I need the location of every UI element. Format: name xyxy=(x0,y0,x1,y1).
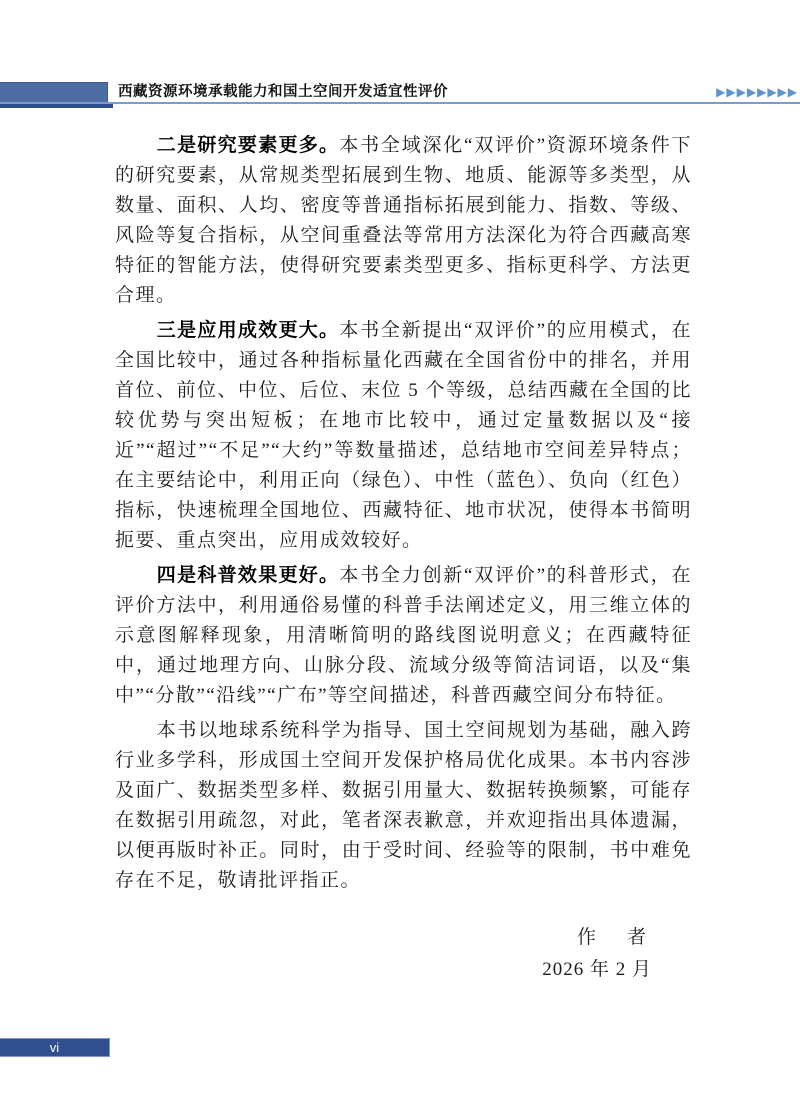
signature-author: 作 者 xyxy=(576,927,652,948)
header-accent-bar xyxy=(0,82,108,103)
page-number-box xyxy=(0,1038,110,1057)
paragraph-lead: 二是研究要素更多。 xyxy=(156,135,340,156)
paragraph-lead: 四是科普效果更好。 xyxy=(156,565,340,586)
paragraph-text: 本书以地球系统科学为指导、国土空间规划为基础，融入跨行业多学科，形成国土空间开发保护格局优化成果。本书内容涉及面广、数据类型多样、数据引用量大、数据转换频繁，可能存在数据引用疏忽，对此，笔者深表歉意，并欢迎指出具体遗漏，以便再版时补正。同时，由于受时间、经验等的限制，书中难免存在不足，敬请批评指正。 xyxy=(115,720,692,891)
paragraph-text: 本书全新提出“双评价”的应用模式，在全国比较中，通过各种指标量化西藏在全国省份中的排名，并用首位、前位、中位、后位、末位 5 个等级，总结西藏在全国的比较优势与突出短板；在地市比较中，通过定量数据以及“接近”“超过”“不足”“大约”等数量描述，总结地市空间差异特点；在主要结论中，利用正向（绿色）、中性（蓝色）、负向（红色）指标，快速梳理全国地位、西藏特征、地市状况，使得本书简明扼要、重点突出，应用成效较好。 xyxy=(115,320,693,551)
signature-date: 2026 年 2 月 xyxy=(542,959,652,980)
paragraph-research-elements xyxy=(115,131,692,311)
signature-block xyxy=(115,922,692,986)
paragraph-popular-science xyxy=(115,561,692,711)
page-number: vi xyxy=(49,1040,60,1055)
paragraph-application-effect xyxy=(115,316,692,556)
preface-body xyxy=(115,131,692,986)
paragraph-closing-remarks xyxy=(115,716,692,896)
paragraph-text: 本书全力创新“双评价”的科普形式，在评价方法中，利用通俗易懂的科普手法阐述定义，用三维立体的示意图解释现象，用清晰简明的路线图说明意义；在西藏特征中，通过地理方向、山脉分段、流域分级等简洁词语，以及“集中”“分散”“沿线”“广布”等空间描述，科普西藏空间分布特征。 xyxy=(115,565,692,706)
header-accent-bar-shadow xyxy=(0,104,113,108)
header-rule xyxy=(0,102,800,104)
running-head-title: 西藏资源环境承载能力和国土空间开发适宜性评价 xyxy=(118,84,448,100)
paragraph-text: 本书全域深化“双评价”资源环境条件下的研究要素，从常规类型拓展到生物、地质、能源等多类型，从数量、面积、人均、密度等普通指标拓展到能力、指数、等级、风险等复合指标，从空间重叠法等常用方法深化为符合西藏高寒特征的智能方法，使得研究要素类型更多、指标更科学、方法更合理。 xyxy=(115,135,692,306)
arrow-row-icon: ▶▶▶▶▶▶▶▶ xyxy=(716,85,798,99)
paragraph-lead: 三是应用成效更大。 xyxy=(156,320,340,341)
